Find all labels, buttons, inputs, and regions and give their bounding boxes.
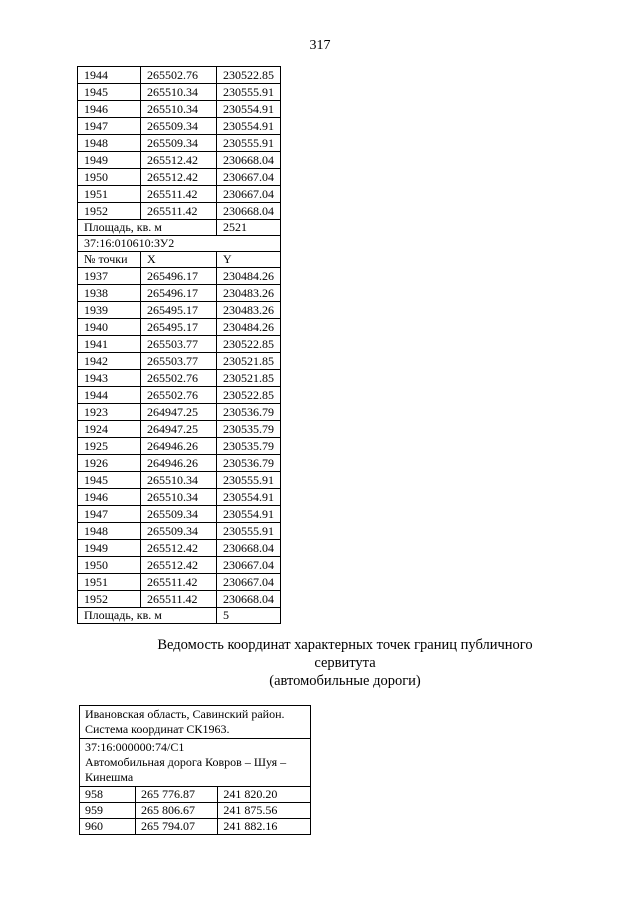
point-number: 1942	[78, 353, 141, 370]
page-number: 317	[309, 38, 331, 53]
point-number: 1924	[78, 421, 141, 438]
x-coordinate: 265512.42	[141, 557, 217, 574]
header-point-number: № точки	[78, 252, 141, 268]
area-row	[78, 608, 281, 624]
y-coordinate: 230536.79	[217, 404, 281, 421]
table-row	[80, 787, 311, 803]
x-coordinate: 265 776.87	[135, 787, 217, 803]
point-number: 1950	[78, 557, 141, 574]
y-coordinate: 230483.26	[217, 302, 281, 319]
table-row	[78, 118, 281, 135]
table-row	[78, 336, 281, 353]
point-number: 1938	[78, 285, 141, 302]
table-row	[78, 203, 281, 220]
coordinates-table	[77, 66, 281, 624]
y-coordinate: 241 882.16	[218, 819, 311, 835]
x-coordinate: 264947.25	[141, 404, 217, 421]
table-row	[78, 506, 281, 523]
x-coordinate: 265510.34	[141, 472, 217, 489]
point-number: 1944	[78, 387, 141, 404]
y-coordinate: 230667.04	[217, 186, 281, 203]
header-x: X	[141, 252, 217, 268]
y-coordinate: 230668.04	[217, 203, 281, 220]
y-coordinate: 230668.04	[217, 591, 281, 608]
point-number: 1949	[78, 152, 141, 169]
y-coordinate: 230554.91	[217, 118, 281, 135]
cadastral-number: 37:16:000000:74/С1	[85, 740, 185, 754]
table-row	[78, 574, 281, 591]
point-number: 1925	[78, 438, 141, 455]
road-row	[80, 739, 311, 787]
y-coordinate: 230535.79	[217, 421, 281, 438]
y-coordinate: 230483.26	[217, 285, 281, 302]
point-number: 1945	[78, 472, 141, 489]
table-row	[78, 67, 281, 84]
point-number: 959	[80, 803, 136, 819]
x-coordinate: 265495.17	[141, 319, 217, 336]
table-row	[78, 169, 281, 186]
area-value: 5	[217, 608, 281, 624]
point-number: 1944	[78, 67, 141, 84]
table-row	[78, 489, 281, 506]
point-number: 960	[80, 819, 136, 835]
table-row	[80, 803, 311, 819]
y-coordinate: 230555.91	[217, 135, 281, 152]
table-row	[78, 404, 281, 421]
parcel-id: 37:16:010610:ЗУ2	[78, 236, 281, 252]
y-coordinate: 230667.04	[217, 574, 281, 591]
x-coordinate: 265 806.67	[135, 803, 217, 819]
point-number: 1926	[78, 455, 141, 472]
heading-line-3: (автомобильные дороги)	[269, 673, 421, 689]
point-number: 1937	[78, 268, 141, 285]
y-coordinate: 230536.79	[217, 455, 281, 472]
y-coordinate: 230555.91	[217, 523, 281, 540]
table-row	[78, 421, 281, 438]
coordinates-rows-group-1	[78, 67, 281, 220]
point-number: 1951	[78, 186, 141, 203]
y-coordinate: 230555.91	[217, 472, 281, 489]
x-coordinate: 265495.17	[141, 302, 217, 319]
region-row	[80, 706, 311, 739]
table-row	[78, 101, 281, 118]
y-coordinate: 230484.26	[217, 268, 281, 285]
table-row	[78, 302, 281, 319]
y-coordinate: 230667.04	[217, 557, 281, 574]
table-row	[78, 438, 281, 455]
point-number: 1941	[78, 336, 141, 353]
x-coordinate: 265502.76	[141, 370, 217, 387]
point-number: 1948	[78, 523, 141, 540]
table-row	[78, 540, 281, 557]
y-coordinate: 230522.85	[217, 387, 281, 404]
y-coordinate: 230555.91	[217, 84, 281, 101]
point-number: 1947	[78, 118, 141, 135]
table-row	[78, 370, 281, 387]
region-text: Ивановская область, Савинский район.	[85, 707, 285, 721]
y-coordinate: 230521.85	[217, 370, 281, 387]
y-coordinate: 230522.85	[217, 336, 281, 353]
x-coordinate: 265512.42	[141, 540, 217, 557]
table-row	[78, 84, 281, 101]
table-row	[78, 353, 281, 370]
table-row	[78, 387, 281, 404]
point-number: 1946	[78, 101, 141, 118]
point-number: 1945	[78, 84, 141, 101]
table-row	[78, 455, 281, 472]
y-coordinate: 230535.79	[217, 438, 281, 455]
x-coordinate: 264947.25	[141, 421, 217, 438]
x-coordinate: 265509.34	[141, 523, 217, 540]
x-coordinate: 264946.26	[141, 438, 217, 455]
point-number: 1943	[78, 370, 141, 387]
x-coordinate: 264946.26	[141, 455, 217, 472]
point-number: 1950	[78, 169, 141, 186]
x-coordinate: 265503.77	[141, 336, 217, 353]
table-row	[78, 135, 281, 152]
x-coordinate: 265496.17	[141, 285, 217, 302]
point-number: 1947	[78, 506, 141, 523]
point-number: 1949	[78, 540, 141, 557]
heading-line-1: Ведомость координат характерных точек границ публичного	[157, 637, 533, 653]
point-number: 1939	[78, 302, 141, 319]
road-cell	[80, 739, 311, 787]
x-coordinate: 265502.76	[141, 67, 217, 84]
area-value: 2521	[217, 220, 281, 236]
y-coordinate: 230668.04	[217, 152, 281, 169]
point-number: 1948	[78, 135, 141, 152]
table-row	[78, 591, 281, 608]
table-row	[78, 472, 281, 489]
servitude-rows	[80, 787, 311, 835]
table-row	[78, 319, 281, 336]
y-coordinate: 230554.91	[217, 101, 281, 118]
x-coordinate: 265511.42	[141, 186, 217, 203]
x-coordinate: 265509.34	[141, 135, 217, 152]
x-coordinate: 265511.42	[141, 574, 217, 591]
point-number: 1952	[78, 591, 141, 608]
y-coordinate: 241 820.20	[218, 787, 311, 803]
area-label: Площадь, кв. м	[78, 220, 217, 236]
x-coordinate: 265511.42	[141, 591, 217, 608]
header-y: Y	[217, 252, 281, 268]
coordinate-system-text: Система координат СК1963.	[85, 722, 230, 736]
y-coordinate: 230522.85	[217, 67, 281, 84]
heading-line-2: сервитута	[314, 655, 376, 671]
y-coordinate: 230667.04	[217, 169, 281, 186]
point-number: 1946	[78, 489, 141, 506]
x-coordinate: 265511.42	[141, 203, 217, 220]
area-row	[78, 220, 281, 236]
parcel-id-row	[78, 236, 281, 252]
x-coordinate: 265 794.07	[135, 819, 217, 835]
y-coordinate: 230484.26	[217, 319, 281, 336]
section-heading	[130, 636, 560, 690]
x-coordinate: 265509.34	[141, 118, 217, 135]
x-coordinate: 265512.42	[141, 152, 217, 169]
x-coordinate: 265510.34	[141, 84, 217, 101]
y-coordinate: 241 875.56	[218, 803, 311, 819]
table-row	[78, 186, 281, 203]
y-coordinate: 230554.91	[217, 489, 281, 506]
table-row	[80, 819, 311, 835]
x-coordinate: 265510.34	[141, 101, 217, 118]
area-label: Площадь, кв. м	[78, 608, 217, 624]
servitude-table	[79, 705, 311, 835]
coordinates-rows-group-2	[78, 268, 281, 608]
x-coordinate: 265512.42	[141, 169, 217, 186]
x-coordinate: 265503.77	[141, 353, 217, 370]
x-coordinate: 265509.34	[141, 506, 217, 523]
table-row	[78, 152, 281, 169]
region-cell	[80, 706, 311, 739]
table-row	[78, 268, 281, 285]
table-row	[78, 285, 281, 302]
y-coordinate: 230668.04	[217, 540, 281, 557]
point-number: 1923	[78, 404, 141, 421]
point-number: 958	[80, 787, 136, 803]
x-coordinate: 265510.34	[141, 489, 217, 506]
road-name: Автомобильная дорога Ковров – Шуя – Кинешма	[85, 755, 287, 784]
y-coordinate: 230554.91	[217, 506, 281, 523]
point-number: 1951	[78, 574, 141, 591]
point-number: 1940	[78, 319, 141, 336]
x-coordinate: 265502.76	[141, 387, 217, 404]
y-coordinate: 230521.85	[217, 353, 281, 370]
table-row	[78, 523, 281, 540]
point-number: 1952	[78, 203, 141, 220]
column-header-row	[78, 252, 281, 268]
table-row	[78, 557, 281, 574]
x-coordinate: 265496.17	[141, 268, 217, 285]
